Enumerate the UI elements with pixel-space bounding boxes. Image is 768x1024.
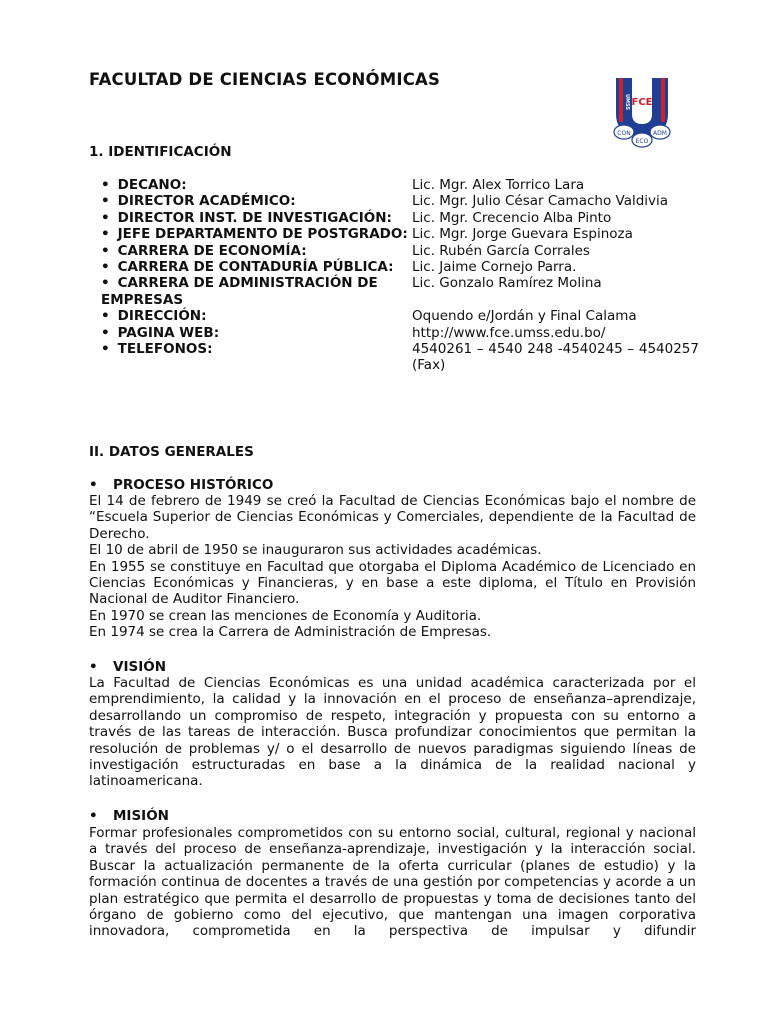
- bullet: •: [89, 477, 98, 493]
- historico-paragraph: El 14 de febrero de 1949 se creó la Facultad de Ciencias Económicas bajo el nombre de “Escuela Superior de Ciencias Económicas y Comerciales, dependiente de la Facultad de Derecho.: [89, 493, 696, 542]
- fce-logo: [610, 74, 674, 150]
- ident-value: Lic. Mgr. Julio César Camacho Valdivia: [412, 193, 669, 210]
- mision-paragraph: Formar profesionales comprometidos con su entorno social, cultural, regional y nacional a través del proceso de enseñanza-aprendizaje, investigación y la interacción social. Buscar la actualización permanente de la oferta curricular (planes de estudio) y la formación continua de docentes a través de una gestión por competencias y acorde a un plan estratégico que permita el desarrollo de propuestas y toma de decisiones tanto del órgano de gobierno como del ejecutivo, que mantengan una imagen corporativa innovadora, comprometida en la perspectiva de impulsar y difundir: [89, 825, 696, 940]
- ident-label: DECANO:: [117, 177, 187, 193]
- ident-row-decano: [89, 177, 699, 193]
- bullet: •: [101, 226, 110, 243]
- bullet: •: [101, 275, 110, 292]
- bullet: •: [101, 324, 110, 341]
- bullet: •: [101, 341, 110, 358]
- vision-title: [89, 659, 166, 675]
- bullet: •: [89, 808, 98, 824]
- ident-label: CARRERA DE CONTADURÍA PÚBLICA:: [117, 259, 394, 276]
- vision-title-text: VISIÓN: [113, 659, 166, 675]
- ident-row-pagina-web: [89, 325, 699, 341]
- mision-title-text: MISIÓN: [113, 808, 169, 824]
- ident-label: CARRERA DE ECONOMÍA:: [117, 242, 307, 259]
- historico-paragraph: En 1974 se crea la Carrera de Administración de Empresas.: [89, 624, 492, 641]
- bullet: •: [89, 659, 98, 675]
- ident-row-postgrado: [89, 226, 699, 242]
- bullet: •: [101, 259, 110, 276]
- ident-row-telefonos: [89, 341, 699, 374]
- ident-row-administracion: [89, 275, 699, 308]
- ident-label: JEFE DEPARTAMENTO DE POSTGRADO:: [117, 226, 408, 243]
- ident-row-economia: [89, 243, 699, 259]
- vision-paragraph: La Facultad de Ciencias Económicas es una unidad académica caracterizada por el emprendimiento, la calidad y la innovación en el proceso de enseñanza–aprendizaje, desarrollando un compromiso de respeto, integración y propuesta con su entorno a través de las tareas de interacción. Busca profundizar conocimientos que permitan la resolución de problemas y/ o el desarrollo de nuevos paradigmas siguiendo líneas de investigación estructuradas en base a la dinámica de la realidad nacional y latinoamericana.: [89, 675, 696, 790]
- ident-value: Oquendo e/Jordán y Final Calama: [412, 308, 637, 325]
- identification-list: [89, 177, 699, 374]
- ident-value: Lic. Gonzalo Ramírez Molina: [412, 275, 602, 292]
- ident-value: Lic. Mgr. Alex Torrico Lara: [412, 177, 585, 193]
- historico-paragraph: En 1955 se constituye en Facultad que otorgaba el Diploma Académico de Licenciado en Ciencias Económicas y Financieras, y en base a este diploma, el Título en Provisión Nacional de Auditor Financiero.: [89, 558, 696, 608]
- ident-row-contaduria: [89, 259, 699, 275]
- historico-paragraph: El 10 de abril de 1950 se inauguraron sus actividades académicas.: [89, 542, 542, 559]
- historico-paragraph: En 1970 se crean las menciones de Economía y Auditoria.: [89, 607, 482, 624]
- bullet: •: [101, 242, 110, 259]
- ident-label: CARRERA DE ADMINISTRACIÓN DE EMPRESAS: [101, 275, 378, 308]
- historico-title-text: PROCESO HISTÓRICO: [113, 477, 274, 493]
- svg-text:CON: CON: [617, 130, 631, 137]
- historico-body: [89, 493, 696, 641]
- ident-value: Lic. Jaime Cornejo Parra.: [412, 259, 577, 276]
- svg-text:FCE: FCE: [631, 97, 653, 108]
- mision-body: [89, 825, 696, 940]
- ident-value: Lic. Mgr. Crecencio Alba Pinto: [412, 209, 612, 226]
- mision-title: [89, 808, 169, 824]
- svg-text:UMSS: UMSS: [624, 94, 630, 111]
- svg-text:ECO: ECO: [635, 138, 649, 145]
- section-general-heading: II. DATOS GENERALES: [89, 444, 254, 460]
- ident-value: Lic. Rubén García Corrales: [412, 242, 590, 259]
- website-link: http://www.fce.umss.edu.bo/: [412, 324, 606, 341]
- svg-text:ADM: ADM: [653, 130, 667, 137]
- ident-row-direccion: [89, 308, 699, 324]
- bullet: •: [101, 193, 110, 210]
- ident-label: TELEFONOS:: [117, 341, 213, 358]
- ident-value: 4540261 – 4540 248 -4540245 – 4540257 (Fax): [412, 341, 699, 374]
- ident-row-director-academico: [89, 193, 699, 209]
- historico-title: [89, 477, 273, 493]
- ident-label: DIRECTOR ACADÉMICO:: [117, 193, 296, 210]
- bullet: •: [101, 177, 110, 193]
- bullet: •: [101, 308, 110, 325]
- ident-label: DIRECCIÓN:: [117, 308, 207, 325]
- section-identification-heading: 1. IDENTIFICACIÓN: [89, 144, 232, 160]
- ident-row-director-investigacion: [89, 210, 699, 226]
- ident-label: DIRECTOR INST. DE INVESTIGACIÓN:: [117, 209, 392, 226]
- vision-body: [89, 675, 696, 790]
- bullet: •: [101, 209, 110, 226]
- ident-label: PAGINA WEB:: [117, 324, 220, 341]
- page-title: FACULTAD DE CIENCIAS ECONÓMICAS: [89, 70, 441, 89]
- ident-value: Lic. Mgr. Jorge Guevara Espinoza: [412, 226, 633, 243]
